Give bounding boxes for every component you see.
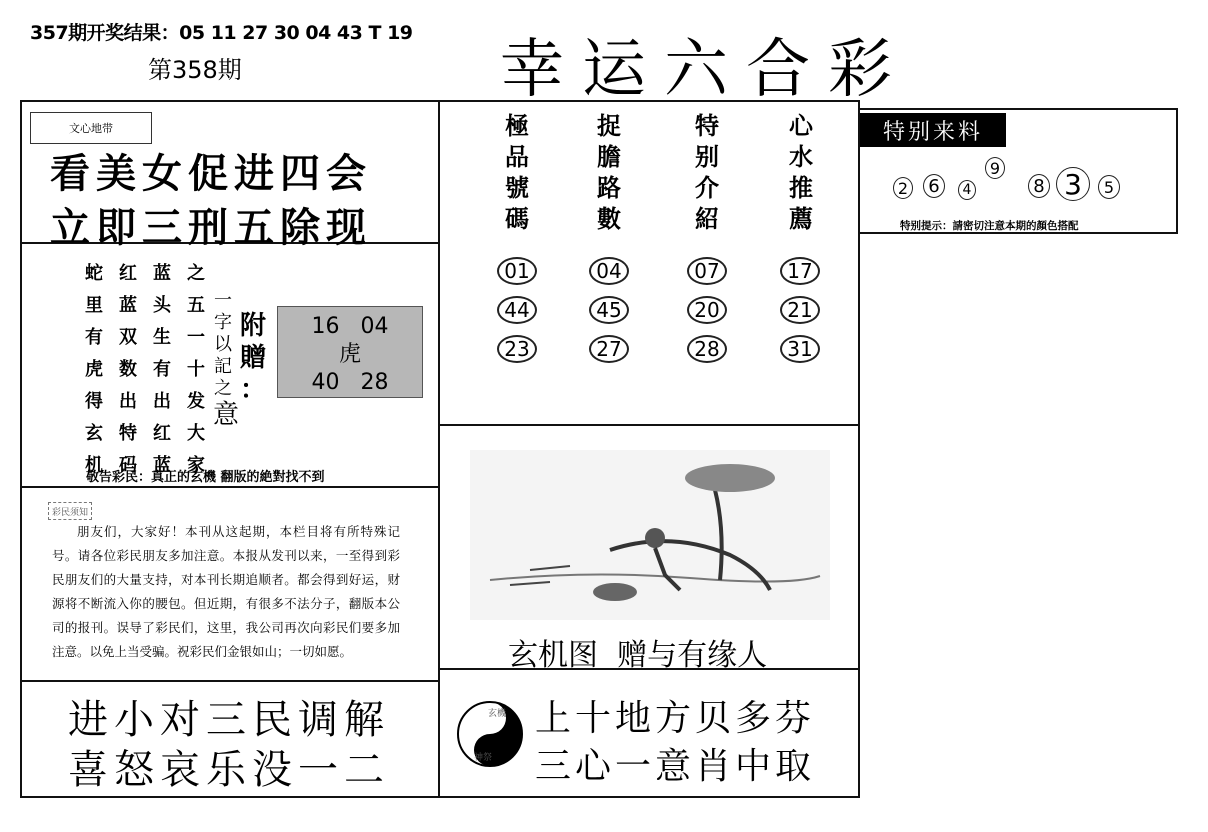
- riddle-illustration: [470, 450, 830, 620]
- column-head-char: 極: [505, 111, 529, 140]
- gift-box: [277, 306, 423, 398]
- grid-cell: 生: [153, 327, 171, 348]
- illustration-caption: 玄机图 赠与有缘人: [508, 638, 768, 673]
- grid-row: [84, 256, 220, 288]
- grid-cell: 红: [119, 263, 137, 284]
- grid-cell: 头: [153, 295, 171, 316]
- grid-cell: 红: [153, 423, 171, 444]
- column-head-char: 特: [695, 111, 719, 140]
- grid-cell: 双: [119, 327, 137, 348]
- grid-row: [84, 320, 220, 352]
- bottom-riddle-1: 进小对三民调解: [68, 697, 390, 743]
- grid-cell: 玄: [85, 423, 103, 444]
- column-head-char: 品: [505, 142, 529, 171]
- grid-cell: 有: [85, 327, 103, 348]
- column-head-char: 介: [695, 173, 719, 202]
- bottom-riddle-3: 上十地方贝多芬: [535, 698, 816, 739]
- column-head-char: 薦: [789, 204, 813, 233]
- divider: [20, 680, 440, 682]
- divider: [20, 486, 440, 488]
- number-column-4: [784, 110, 818, 234]
- number-column-3: [690, 110, 724, 234]
- column-head-char: 膽: [597, 142, 621, 171]
- number-column-2: [592, 110, 626, 234]
- special-number: 3: [1056, 167, 1090, 201]
- grid-cell: 里: [85, 295, 103, 316]
- grid-cell: 之: [187, 263, 205, 284]
- special-number: 6: [923, 174, 945, 198]
- special-number: 2: [893, 177, 913, 199]
- vertical-note-char: 之: [214, 378, 232, 399]
- circled-number: 07: [687, 257, 727, 285]
- gift-numbers-top: 16 04: [311, 314, 389, 339]
- gift-label-char: ：: [240, 375, 267, 405]
- yinyang-label-bottom: 神祭: [474, 753, 493, 763]
- vertical-note-char: 字: [214, 312, 232, 333]
- column-head-char: 紹: [695, 204, 719, 233]
- special-number: 8: [1028, 174, 1050, 198]
- circled-number: 17: [780, 257, 820, 285]
- gift-numbers-bottom: 40 28: [311, 370, 389, 395]
- special-tip: 特别提示：請密切注意本期的顏色搭配: [900, 220, 1079, 232]
- grid-cell: 有: [153, 359, 171, 380]
- grid-cell: 虎: [85, 359, 103, 380]
- grid-cell: 数: [119, 359, 137, 380]
- bottom-riddle-4: 三心一意肖中取: [535, 746, 816, 787]
- bottom-riddle-2: 喜怒哀乐没一二: [68, 747, 390, 793]
- circled-number: 44: [497, 296, 537, 324]
- grid-cell: 十: [187, 359, 205, 380]
- warning-text: 敬告彩民：真正的玄機 翻版的絶對找不到: [86, 470, 325, 485]
- special-number: 9: [985, 157, 1005, 179]
- dog: [593, 583, 637, 601]
- riddle-line-1: 看美女促进四会: [50, 150, 372, 197]
- column-stamp: 文心地带: [30, 112, 152, 144]
- last-result: 357期开奖结果：05 11 27 30 04 43 T 19: [30, 22, 413, 44]
- vertical-note-char: 以: [214, 334, 232, 355]
- circled-number: 27: [589, 335, 629, 363]
- column-head-char: 數: [597, 204, 621, 233]
- circled-number: 28: [687, 335, 727, 363]
- vertical-note-char: 一: [214, 290, 232, 311]
- notice-paragraph: 朋友们，大家好！本刊从这起期，本栏目将有所特殊记号。请各位彩民朋友多加注意。本报从发刊以来，一至得到彩民朋友们的大量支持，对本刊长期追顺者。都会得到好运，财源将不断流入你的腰包。但近期，有很多不法分子，翻版本公司的报刊。误导了彩民们，这里，我公司再次向彩民们要多加注意。以免上当受骗。祝彩民们金银如山；一切如愿。: [52, 524, 400, 659]
- column-head-char: 號: [505, 173, 529, 202]
- char-grid: [84, 256, 220, 480]
- column-head-char: 别: [695, 142, 719, 171]
- grid-cell: 蓝: [153, 455, 171, 476]
- tree-crown: [685, 464, 775, 492]
- grid-row: [84, 352, 220, 384]
- grid-cell: 码: [119, 455, 137, 476]
- person-head: [645, 528, 665, 548]
- special-number: 4: [958, 180, 976, 200]
- issue-number: 第358期: [148, 56, 242, 84]
- grid-cell: 一: [187, 327, 205, 348]
- grid-cell: 蓝: [153, 263, 171, 284]
- grid-cell: 大: [187, 423, 205, 444]
- gift-zodiac: 虎: [338, 342, 361, 367]
- riddle-line-2: 立即三刑五除现: [50, 204, 372, 251]
- yinyang-label-top: 玄機: [488, 709, 507, 719]
- divider: [438, 424, 860, 426]
- circled-number: 23: [497, 335, 537, 363]
- circled-number: 04: [589, 257, 629, 285]
- circled-number: 01: [497, 257, 537, 285]
- gift-label-char: 附: [240, 311, 267, 341]
- column-head-char: 心: [789, 111, 813, 140]
- grid-cell: 发: [187, 391, 205, 412]
- circled-number: 31: [780, 335, 820, 363]
- grid-cell: 蓝: [119, 295, 137, 316]
- special-number: 5: [1098, 175, 1120, 199]
- grid-cell: 五: [187, 295, 205, 316]
- number-column-1: [500, 110, 534, 234]
- grid-row: [84, 416, 220, 448]
- grid-cell: 机: [85, 455, 103, 476]
- circled-number: 45: [589, 296, 629, 324]
- circled-number: 21: [780, 296, 820, 324]
- column-head-char: 路: [597, 173, 621, 202]
- grid-cell: 出: [153, 391, 171, 412]
- column-head-char: 碼: [505, 204, 529, 233]
- vertical-note: [213, 290, 240, 430]
- gift-label: [240, 310, 266, 406]
- circled-number: 20: [687, 296, 727, 324]
- grid-cell: 家: [187, 455, 205, 476]
- grid-row: [84, 384, 220, 416]
- page-title: 幸运六合彩: [500, 33, 910, 107]
- special-header: 特别来料: [860, 113, 1006, 147]
- column-head-char: 捉: [597, 111, 621, 140]
- grid-row: [84, 288, 220, 320]
- grid-cell: 得: [85, 391, 103, 412]
- gift-label-char: 贈: [240, 343, 267, 373]
- vertical-note-char: 意: [213, 400, 240, 430]
- notice-label: 彩民须知: [48, 502, 92, 520]
- grid-cell: 蛇: [85, 263, 103, 284]
- vertical-note-char: 記: [214, 356, 232, 377]
- column-head-char: 水: [789, 142, 813, 171]
- column-head-char: 推: [789, 173, 813, 202]
- grid-cell: 特: [119, 423, 137, 444]
- column-divider: [438, 100, 440, 798]
- grid-cell: 出: [119, 391, 137, 412]
